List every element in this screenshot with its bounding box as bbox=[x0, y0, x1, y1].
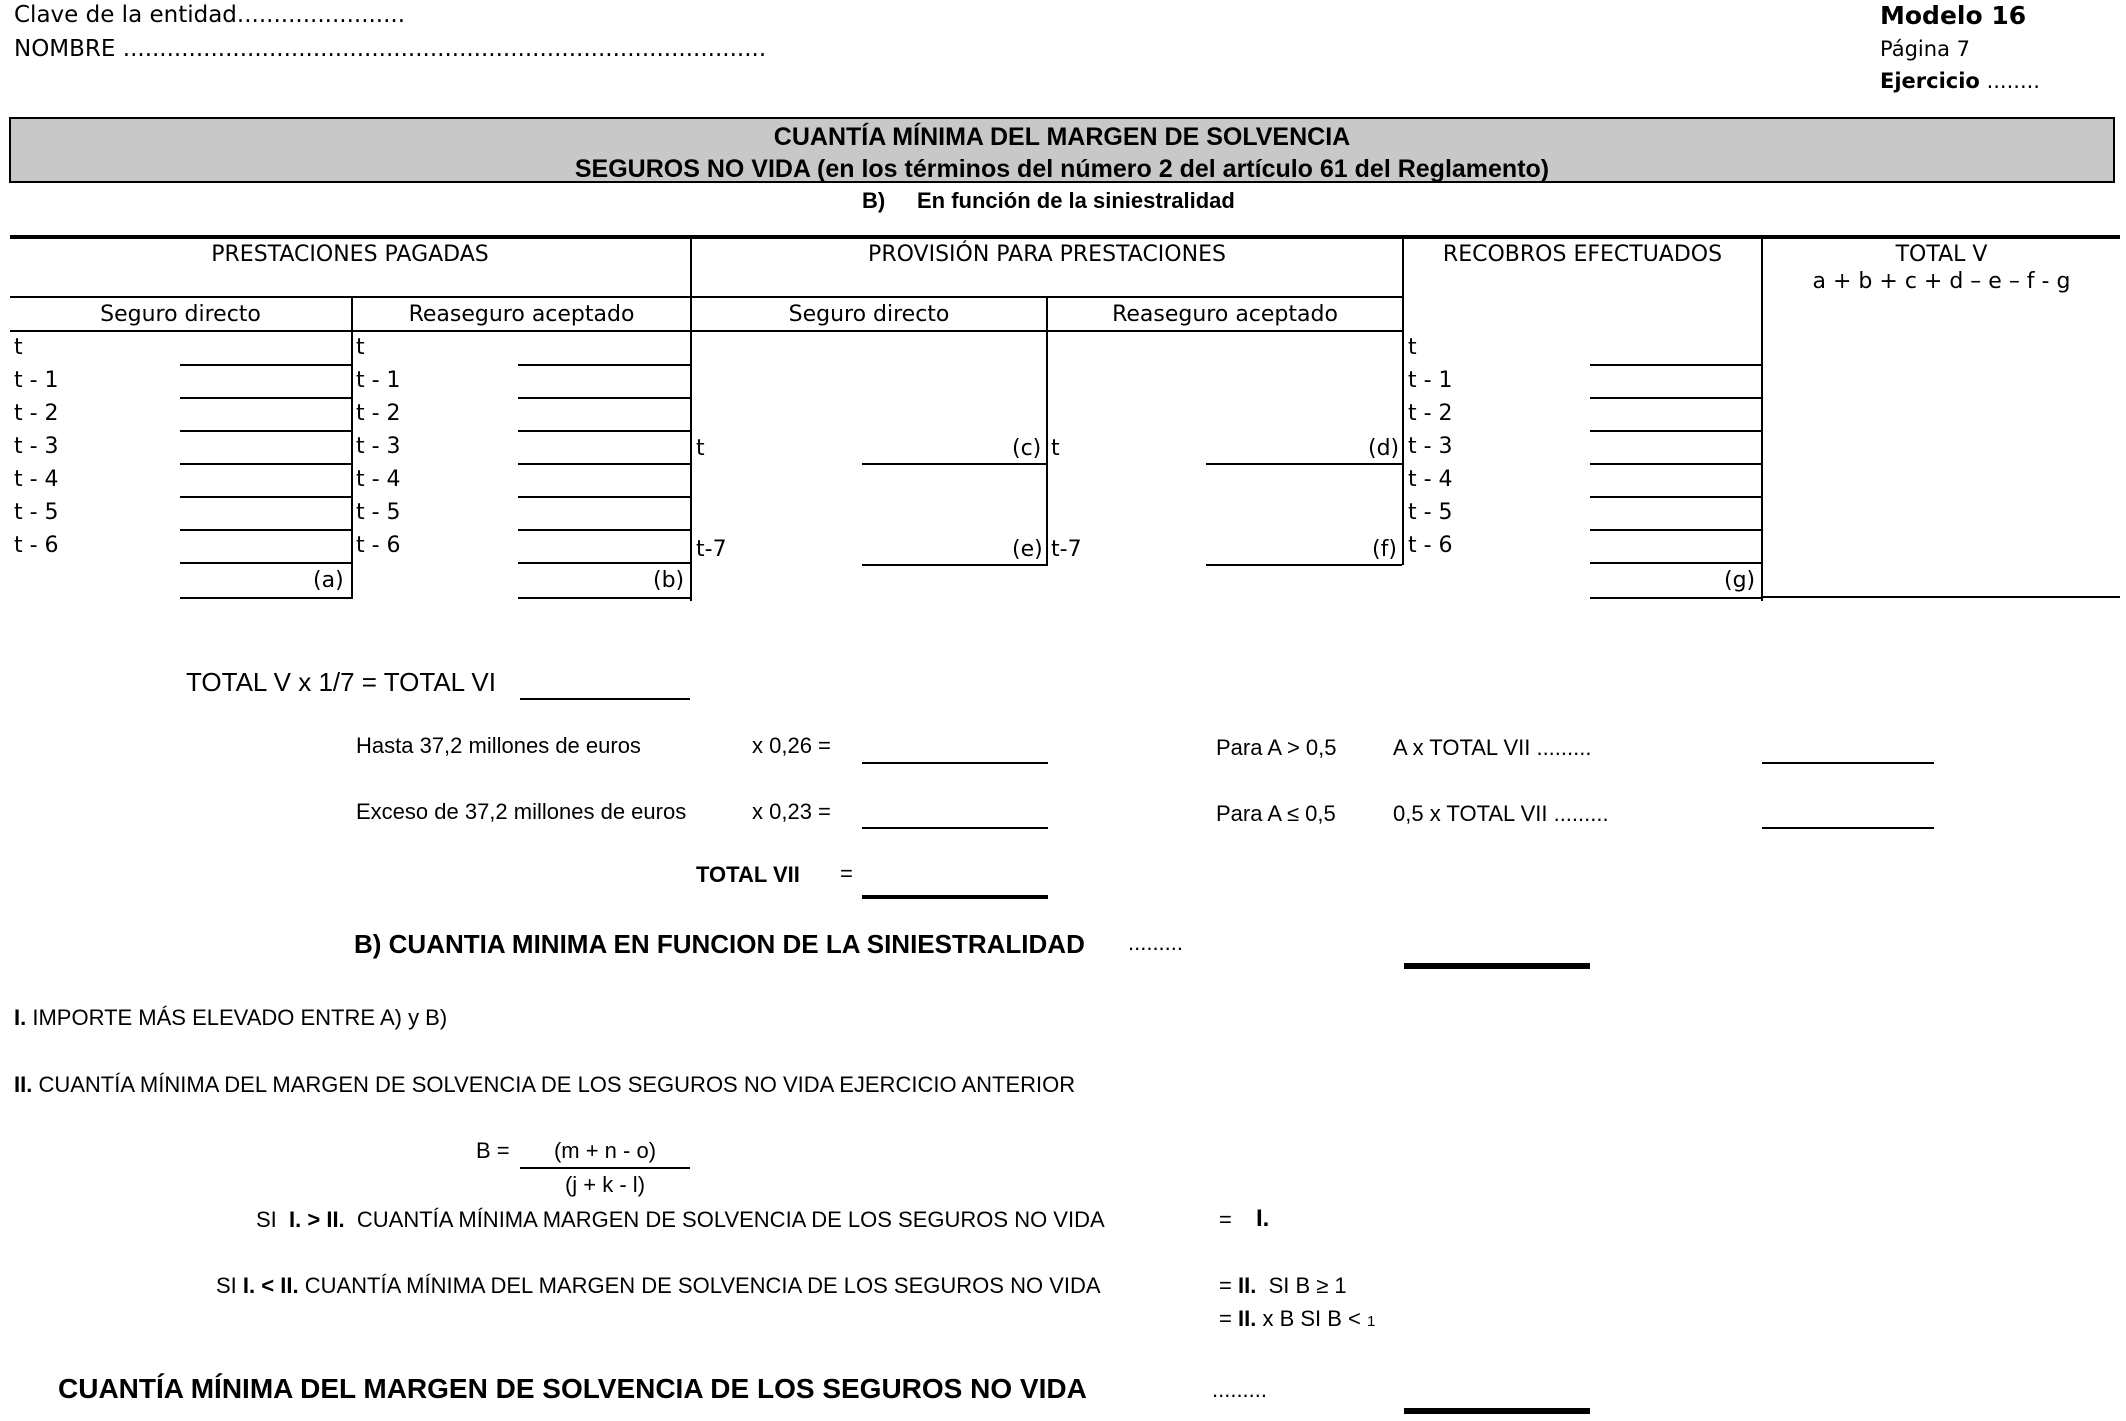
period-label: t - 6 bbox=[14, 533, 59, 558]
provision-period-t7: t-7 bbox=[1051, 537, 1082, 562]
total-vii-eq: = bbox=[840, 861, 853, 886]
amount-line[interactable] bbox=[1590, 562, 1761, 564]
b-numerator: (m + n - o) bbox=[553, 1138, 657, 1163]
period-label: t - 4 bbox=[1408, 467, 1453, 492]
col-divider-prov bbox=[1046, 296, 1048, 566]
total-bottom-rule bbox=[1761, 596, 2120, 598]
ii-text: CUANTÍA MÍNIMA DEL MARGEN DE SOLVENCIA DE LOS SEGUROS NO VIDA EJERCICIO ANTERIOR bbox=[38, 1072, 1076, 1097]
header-total-formula: a + b + c + d – e – f - g bbox=[1812, 269, 2071, 294]
amount-line[interactable] bbox=[180, 529, 351, 531]
subheader-reaseguro-prov: Reaseguro aceptado bbox=[1112, 302, 1338, 327]
period-label: t - 5 bbox=[1408, 500, 1453, 525]
b-fraction-bar bbox=[520, 1167, 690, 1169]
amount-line[interactable] bbox=[518, 529, 690, 531]
provision-period-t: t bbox=[1051, 436, 1060, 461]
anterior-row bbox=[14, 1072, 1075, 1098]
title-line-2: SEGUROS NO VIDA (en los términos del número 2 del artículo 61 del Reglamento) bbox=[574, 155, 1550, 183]
provision-line-d[interactable] bbox=[1206, 463, 1402, 465]
amount-line[interactable] bbox=[180, 562, 351, 564]
subtotal-line-b[interactable] bbox=[518, 597, 690, 599]
amount-line[interactable] bbox=[518, 496, 690, 498]
si-2-res2-b: II. bbox=[1237, 1306, 1257, 1331]
letter-e: (e) bbox=[1012, 537, 1043, 562]
para-gt-label: Para A > 0,5 bbox=[1216, 735, 1337, 760]
b-denominator: (j + k - l) bbox=[564, 1172, 646, 1197]
total-vi-line[interactable] bbox=[520, 698, 690, 700]
subheader-seguro-directo-prov: Seguro directo bbox=[788, 302, 950, 327]
modelo-label: Modelo 16 bbox=[1880, 1, 2027, 30]
ii-label: II. bbox=[14, 1072, 33, 1097]
ejercicio-label: Ejercicio bbox=[1880, 69, 1980, 93]
hasta-factor: x 0,26 = bbox=[752, 733, 831, 758]
b-eq-label: B = bbox=[476, 1138, 510, 1163]
grand-total-label: CUANTÍA MÍNIMA DEL MARGEN DE SOLVENCIA DE LOS SEGUROS NO VIDA bbox=[58, 1373, 1087, 1404]
subtotal-line-g[interactable] bbox=[1590, 597, 1761, 599]
header-provision: PROVISIÓN PARA PRESTACIONES bbox=[868, 242, 1226, 267]
clave-entidad: Clave de la entidad....................... bbox=[14, 2, 406, 28]
period-label: t - 1 bbox=[14, 368, 59, 393]
letter-c: (c) bbox=[1012, 436, 1042, 461]
period-label: t - 6 bbox=[356, 533, 401, 558]
si-2-cond: I. < II. bbox=[242, 1273, 299, 1298]
provision-period-t: t bbox=[696, 436, 705, 461]
exceso-line[interactable] bbox=[862, 827, 1048, 829]
para-gt-expr: A x TOTAL VII ......... bbox=[1393, 735, 1592, 760]
amount-line[interactable] bbox=[1590, 463, 1761, 465]
b-cuantia-dots: ......... bbox=[1128, 930, 1184, 955]
para-le-line[interactable] bbox=[1762, 827, 1934, 829]
letter-g: (g) bbox=[1724, 568, 1756, 593]
si-2-text: CUANTÍA MÍNIMA DEL MARGEN DE SOLVENCIA DE LOS SEGUROS NO VIDA bbox=[304, 1273, 1101, 1298]
period-label: t - 6 bbox=[1408, 533, 1453, 558]
section-title: En función de la siniestralidad bbox=[917, 188, 1235, 213]
provision-line-f[interactable] bbox=[1206, 564, 1402, 566]
amount-line[interactable] bbox=[518, 364, 690, 366]
period-label: t - 5 bbox=[356, 500, 401, 525]
amount-line[interactable] bbox=[180, 397, 351, 399]
title-box bbox=[9, 117, 2115, 183]
amount-line[interactable] bbox=[180, 463, 351, 465]
si-2-res2-one: 1 bbox=[1367, 1313, 1376, 1330]
si-2-result-1 bbox=[1219, 1273, 1347, 1299]
ejercicio-field bbox=[1880, 69, 2040, 93]
total-vii-line[interactable] bbox=[862, 895, 1048, 899]
letter-f: (f) bbox=[1372, 537, 1397, 562]
b-cuantia-line[interactable] bbox=[1404, 963, 1590, 969]
total-vii-label: TOTAL VII bbox=[696, 862, 800, 887]
b-cuantia-label: B) CUANTIA MINIMA EN FUNCION DE LA SINIESTRALIDAD bbox=[354, 929, 1085, 959]
period-label: t bbox=[356, 335, 365, 360]
period-label: t - 1 bbox=[1408, 368, 1453, 393]
si-1-pre: SI bbox=[256, 1207, 277, 1232]
si-2-row bbox=[216, 1273, 1101, 1299]
period-label: t - 2 bbox=[14, 401, 59, 426]
si-1-result: I. bbox=[1256, 1205, 1270, 1232]
amount-line[interactable] bbox=[180, 364, 351, 366]
si-2-pre: SI bbox=[216, 1273, 237, 1298]
provision-period-t7: t-7 bbox=[696, 537, 727, 562]
para-le-label: Para A ≤ 0,5 bbox=[1216, 801, 1336, 826]
letter-b: (b) bbox=[653, 568, 685, 593]
amount-line[interactable] bbox=[1590, 529, 1761, 531]
amount-line[interactable] bbox=[518, 397, 690, 399]
si-1-row bbox=[256, 1207, 1105, 1233]
col-divider-2 bbox=[1402, 237, 1404, 565]
period-label: t - 3 bbox=[14, 434, 59, 459]
si-2-res2-t: x B SI B < bbox=[1262, 1306, 1361, 1331]
period-label: t - 4 bbox=[14, 467, 59, 492]
amount-line[interactable] bbox=[518, 562, 690, 564]
nombre-field: NOMBRE ........................................................................................ bbox=[14, 36, 767, 62]
letter-d: (d) bbox=[1368, 436, 1400, 461]
si-1-eq: = bbox=[1219, 1207, 1232, 1232]
hasta-label: Hasta 37,2 millones de euros bbox=[356, 733, 641, 758]
period-label: t - 4 bbox=[356, 467, 401, 492]
grand-total-line[interactable] bbox=[1404, 1408, 1590, 1414]
amount-line[interactable] bbox=[1590, 397, 1761, 399]
importe-row bbox=[14, 1005, 447, 1031]
si-2-res2-eq: = bbox=[1219, 1306, 1232, 1331]
table-top-rule bbox=[10, 235, 2120, 239]
subtotal-line-a[interactable] bbox=[180, 597, 351, 599]
period-label: t - 2 bbox=[356, 401, 401, 426]
amount-line[interactable] bbox=[1590, 364, 1761, 366]
para-gt-line[interactable] bbox=[1762, 762, 1934, 764]
si-1-cond: I. > II. bbox=[289, 1207, 345, 1232]
hasta-line[interactable] bbox=[862, 762, 1048, 764]
header-recobros: RECOBROS EFECTUADOS bbox=[1442, 242, 1723, 267]
period-label: t - 2 bbox=[1408, 401, 1453, 426]
si-2-res1-eq: = bbox=[1219, 1273, 1232, 1298]
header-prestaciones: PRESTACIONES PAGADAS bbox=[211, 242, 489, 267]
table-header-rule bbox=[10, 296, 1403, 298]
total-vi-formula: TOTAL V x 1/7 = TOTAL VI bbox=[186, 667, 496, 697]
header-total-v: TOTAL V bbox=[1895, 242, 1988, 267]
subheader-reaseguro-pp: Reaseguro aceptado bbox=[408, 302, 635, 327]
period-label: t - 3 bbox=[356, 434, 401, 459]
col-divider-pp bbox=[351, 296, 353, 599]
grand-total-dots: ......... bbox=[1212, 1377, 1268, 1402]
si-2-res1-t: SI B ≥ 1 bbox=[1268, 1273, 1347, 1298]
section-letter: B) bbox=[862, 188, 886, 213]
amount-line[interactable] bbox=[518, 463, 690, 465]
pagina-label: Página 7 bbox=[1880, 37, 1970, 61]
para-le-expr: 0,5 x TOTAL VII ......... bbox=[1393, 801, 1609, 826]
i-label: I. bbox=[14, 1005, 27, 1030]
amount-line[interactable] bbox=[518, 430, 690, 432]
exceso-label: Exceso de 37,2 millones de euros bbox=[356, 799, 687, 824]
subheader-seguro-directo-pp: Seguro directo bbox=[100, 302, 261, 327]
i-text: IMPORTE MÁS ELEVADO ENTRE A) y B) bbox=[32, 1005, 448, 1030]
period-label: t - 1 bbox=[356, 368, 401, 393]
period-label: t - 5 bbox=[14, 500, 59, 525]
si-2-res1-b: II. bbox=[1237, 1273, 1257, 1298]
amount-line[interactable] bbox=[180, 430, 351, 432]
amount-line[interactable] bbox=[180, 496, 351, 498]
exceso-factor: x 0,23 = bbox=[752, 799, 831, 824]
provision-line-c[interactable] bbox=[862, 463, 1046, 465]
period-label: t bbox=[1408, 335, 1417, 360]
title-line-1: CUANTÍA MÍNIMA DEL MARGEN DE SOLVENCIA bbox=[773, 123, 1351, 151]
provision-line-e[interactable] bbox=[862, 564, 1046, 566]
si-2-result-2 bbox=[1219, 1306, 1375, 1332]
table-subheader-rule bbox=[10, 330, 1403, 332]
period-label: t bbox=[14, 335, 23, 360]
si-1-text: CUANTÍA MÍNIMA MARGEN DE SOLVENCIA DE LOS SEGUROS NO VIDA bbox=[356, 1207, 1105, 1232]
col-divider-1 bbox=[690, 237, 692, 601]
period-label: t - 3 bbox=[1408, 434, 1453, 459]
letter-a: (a) bbox=[313, 568, 344, 593]
amount-line[interactable] bbox=[1590, 430, 1761, 432]
amount-line[interactable] bbox=[1590, 496, 1761, 498]
ejercicio-dots: ........ bbox=[1986, 69, 2040, 93]
